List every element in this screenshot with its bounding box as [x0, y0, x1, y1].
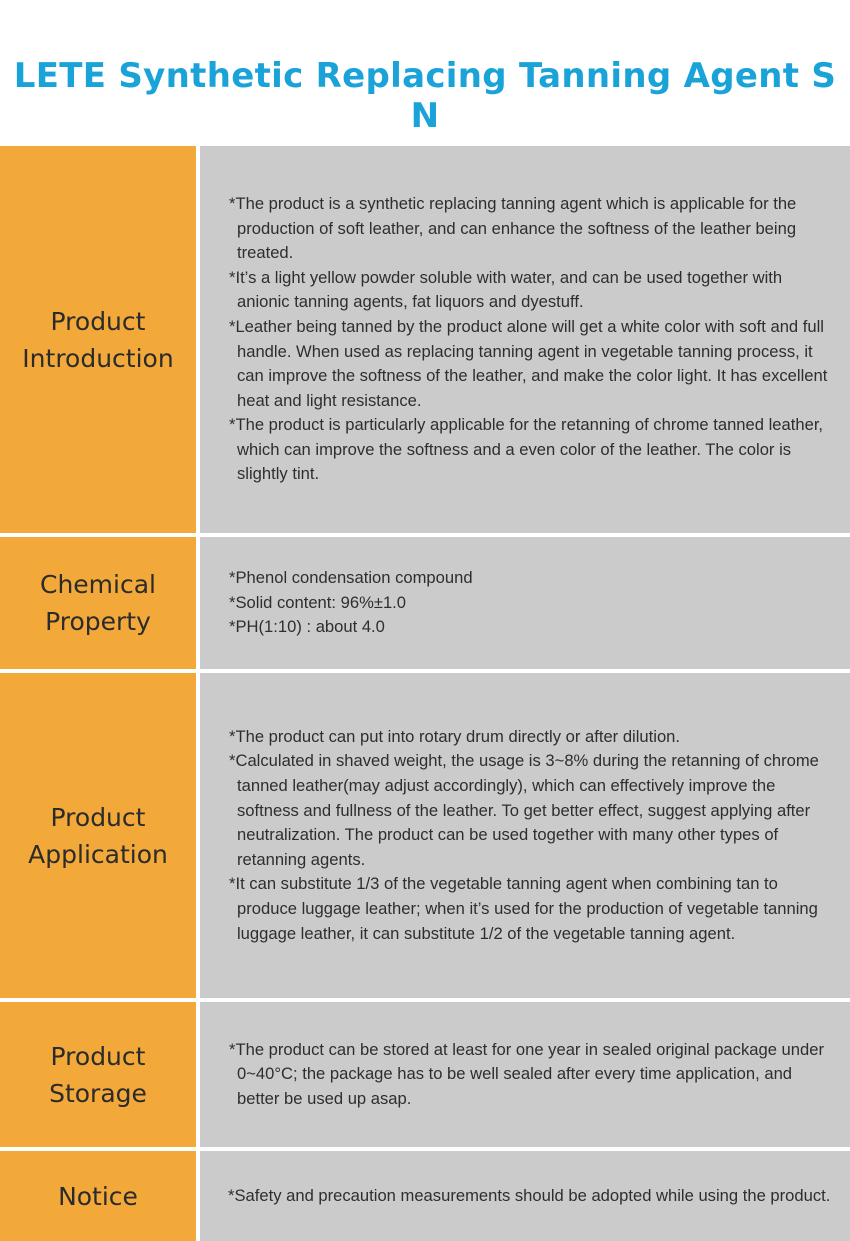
paragraph: *It can substitute 1/3 of the vegetable tanning agent when combining tan to produce luggage leather; when it’s used for the production of vegetable tanning luggage leather, it can substitute 1/2 of the vegetable tanning agent.: [229, 874, 818, 943]
section-content: [200, 146, 850, 533]
section-chemical-property: [0, 537, 850, 669]
paragraph: *PH(1:10) : about 4.0: [229, 617, 385, 637]
section-content: [200, 537, 850, 669]
paragraph: *Safety and precaution measurements should be adopted while using the product.: [228, 1185, 831, 1205]
section-notice: [0, 1151, 850, 1241]
section-label: Notice: [0, 1151, 196, 1241]
paragraph: *Solid content: 96%±1.0: [229, 592, 407, 612]
section-content: [200, 1002, 850, 1147]
paragraph: *Leather being tanned by the product alone will get a white color with soft and full handle. When used as replacing tanning agent in vegetable tanning process, it can improve the softness of the leather, and make the color light. It has excellent heat and light resistance.: [229, 316, 828, 410]
section-label: Product Introduction: [0, 146, 196, 533]
section-product-storage: [0, 1002, 850, 1147]
section-label: Product Application: [0, 673, 196, 998]
paragraph: *The product is particularly applicable for the retanning of chrome tanned leather, which can improve the softness and a even color of the leather. The color is slightly tint.: [229, 415, 824, 484]
paragraph: *Calculated in shaved weight, the usage is 3~8% during the retanning of chrome tanned leather(may adjust accordingly), which can effectively improve the softness and fullness of the leather. To get better effect, suggest applying after neutralization. The product can be used together with many other types of retanning agents.: [229, 751, 819, 869]
paragraph: *The product can be stored at least for one year in sealed original package under 0~40°C; the package has to be well sealed after every time application, and better be used up asap.: [229, 1039, 824, 1108]
section-label: Product Storage: [0, 1002, 196, 1147]
paragraph: *The product can put into rotary drum directly or after dilution.: [229, 726, 681, 746]
section-product-application: [0, 673, 850, 998]
page-title: LETE Synthetic Replacing Tanning Agent S N: [13, 56, 837, 136]
section-product-introduction: [0, 146, 850, 533]
paragraph: *It’s a light yellow powder soluble with water, and can be used together with anionic tanning agents, fat liquors and dyestuff.: [229, 267, 783, 312]
paragraph: *The product is a synthetic replacing tanning agent which is applicable for the production of soft leather, and can enhance the softness of the leather being treated.: [229, 193, 797, 263]
section-content: [200, 1151, 850, 1241]
paragraph: *Phenol condensation compound: [229, 568, 473, 588]
section-content: [200, 673, 850, 998]
section-label: Chemical Property: [0, 537, 196, 669]
